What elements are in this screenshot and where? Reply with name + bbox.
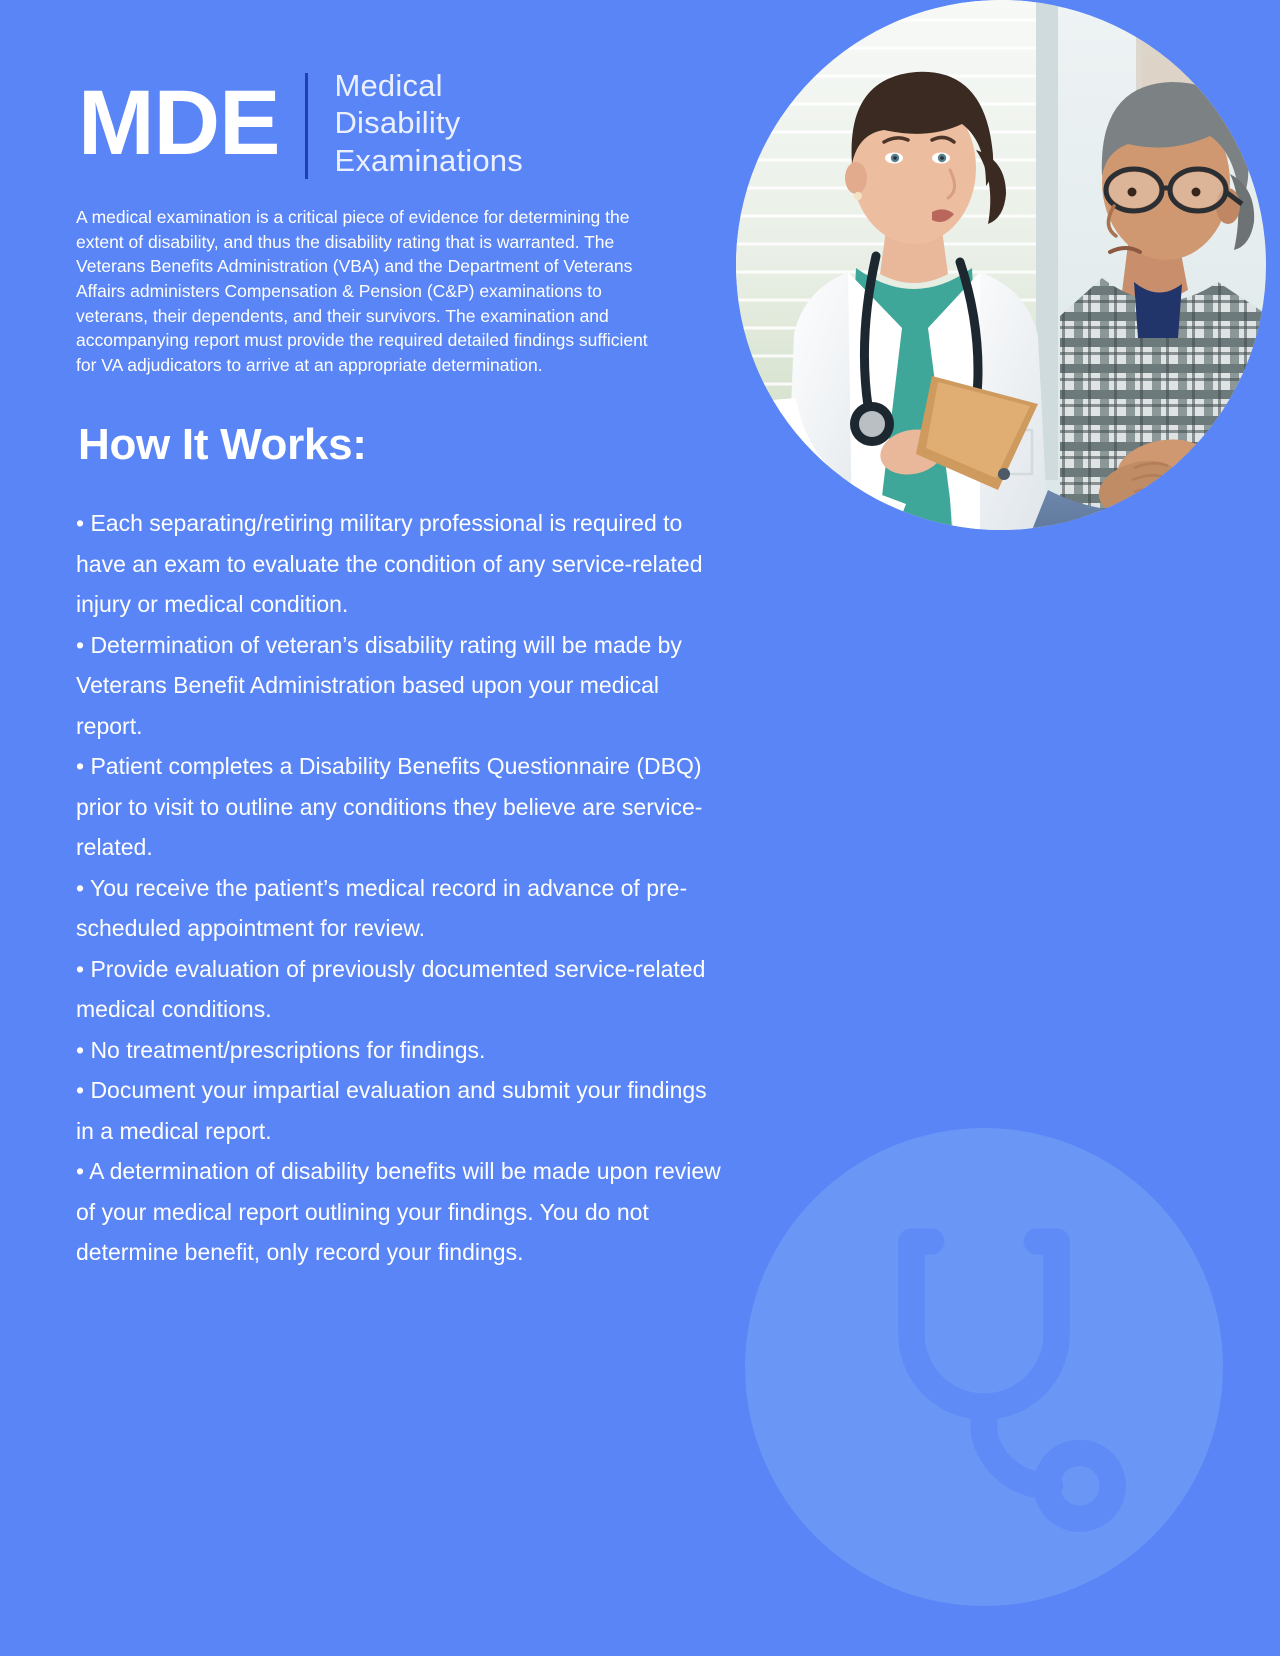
logo-tagline	[308, 66, 523, 180]
logo-tagline-line-1: Medical	[334, 67, 443, 103]
list-item: • Provide evaluation of previously documented service-related medical conditions.	[76, 955, 706, 1022]
logo-tagline-line-3: Examinations	[334, 142, 523, 178]
list-item: • Determination of veteran’s disability rating will be made by Veterans Benefit Administration based upon your medical report.	[76, 631, 682, 739]
list-item: • You receive the patient’s medical record in advance of pre-scheduled appointment for review.	[76, 874, 688, 941]
logo-tagline-line-2: Disability	[334, 105, 461, 141]
stethoscope-icon	[819, 1202, 1149, 1532]
photo-illustration	[736, 0, 1266, 530]
section-heading-how-it-works: How It Works:	[78, 420, 367, 469]
stethoscope-watermark	[745, 1128, 1223, 1606]
list-item: • Each separating/retiring military professional is required to have an exam to evaluate the condition of any service-related injury or medical condition.	[76, 510, 703, 617]
doctor-patient-photo	[736, 0, 1266, 530]
list-item: • Document your impartial evaluation and submit your findings in a medical report.	[76, 1077, 707, 1144]
logo-mark-text: MDE	[78, 72, 280, 174]
list-item: • Patient completes a Disability Benefits Questionnaire (DBQ) prior to visit to outline any conditions they believe are service-related.	[76, 753, 703, 860]
watermark-circle	[745, 1128, 1223, 1606]
list-item: • No treatment/prescriptions for findings.	[76, 1036, 486, 1063]
list-item: • A determination of disability benefits will be made upon review of your medical report outlining your findings. You do not determine benefit, only record your findings.	[76, 1158, 721, 1265]
intro-paragraph: A medical examination is a critical piece of evidence for determining the extent of disability, and thus the disability rating that is warranted. The Veterans Benefits Administration (VBA) and the Department of Veterans Affairs administers Compensation & Pension (C&P) examinations to veterans, their dependents, and their survivors. The examination and accompanying report must provide the required detailed findings sufficient for VA adjudicators to arrive at an appropriate determination.	[76, 207, 648, 376]
brand-logo	[78, 66, 523, 180]
how-it-works-list	[76, 503, 724, 1273]
